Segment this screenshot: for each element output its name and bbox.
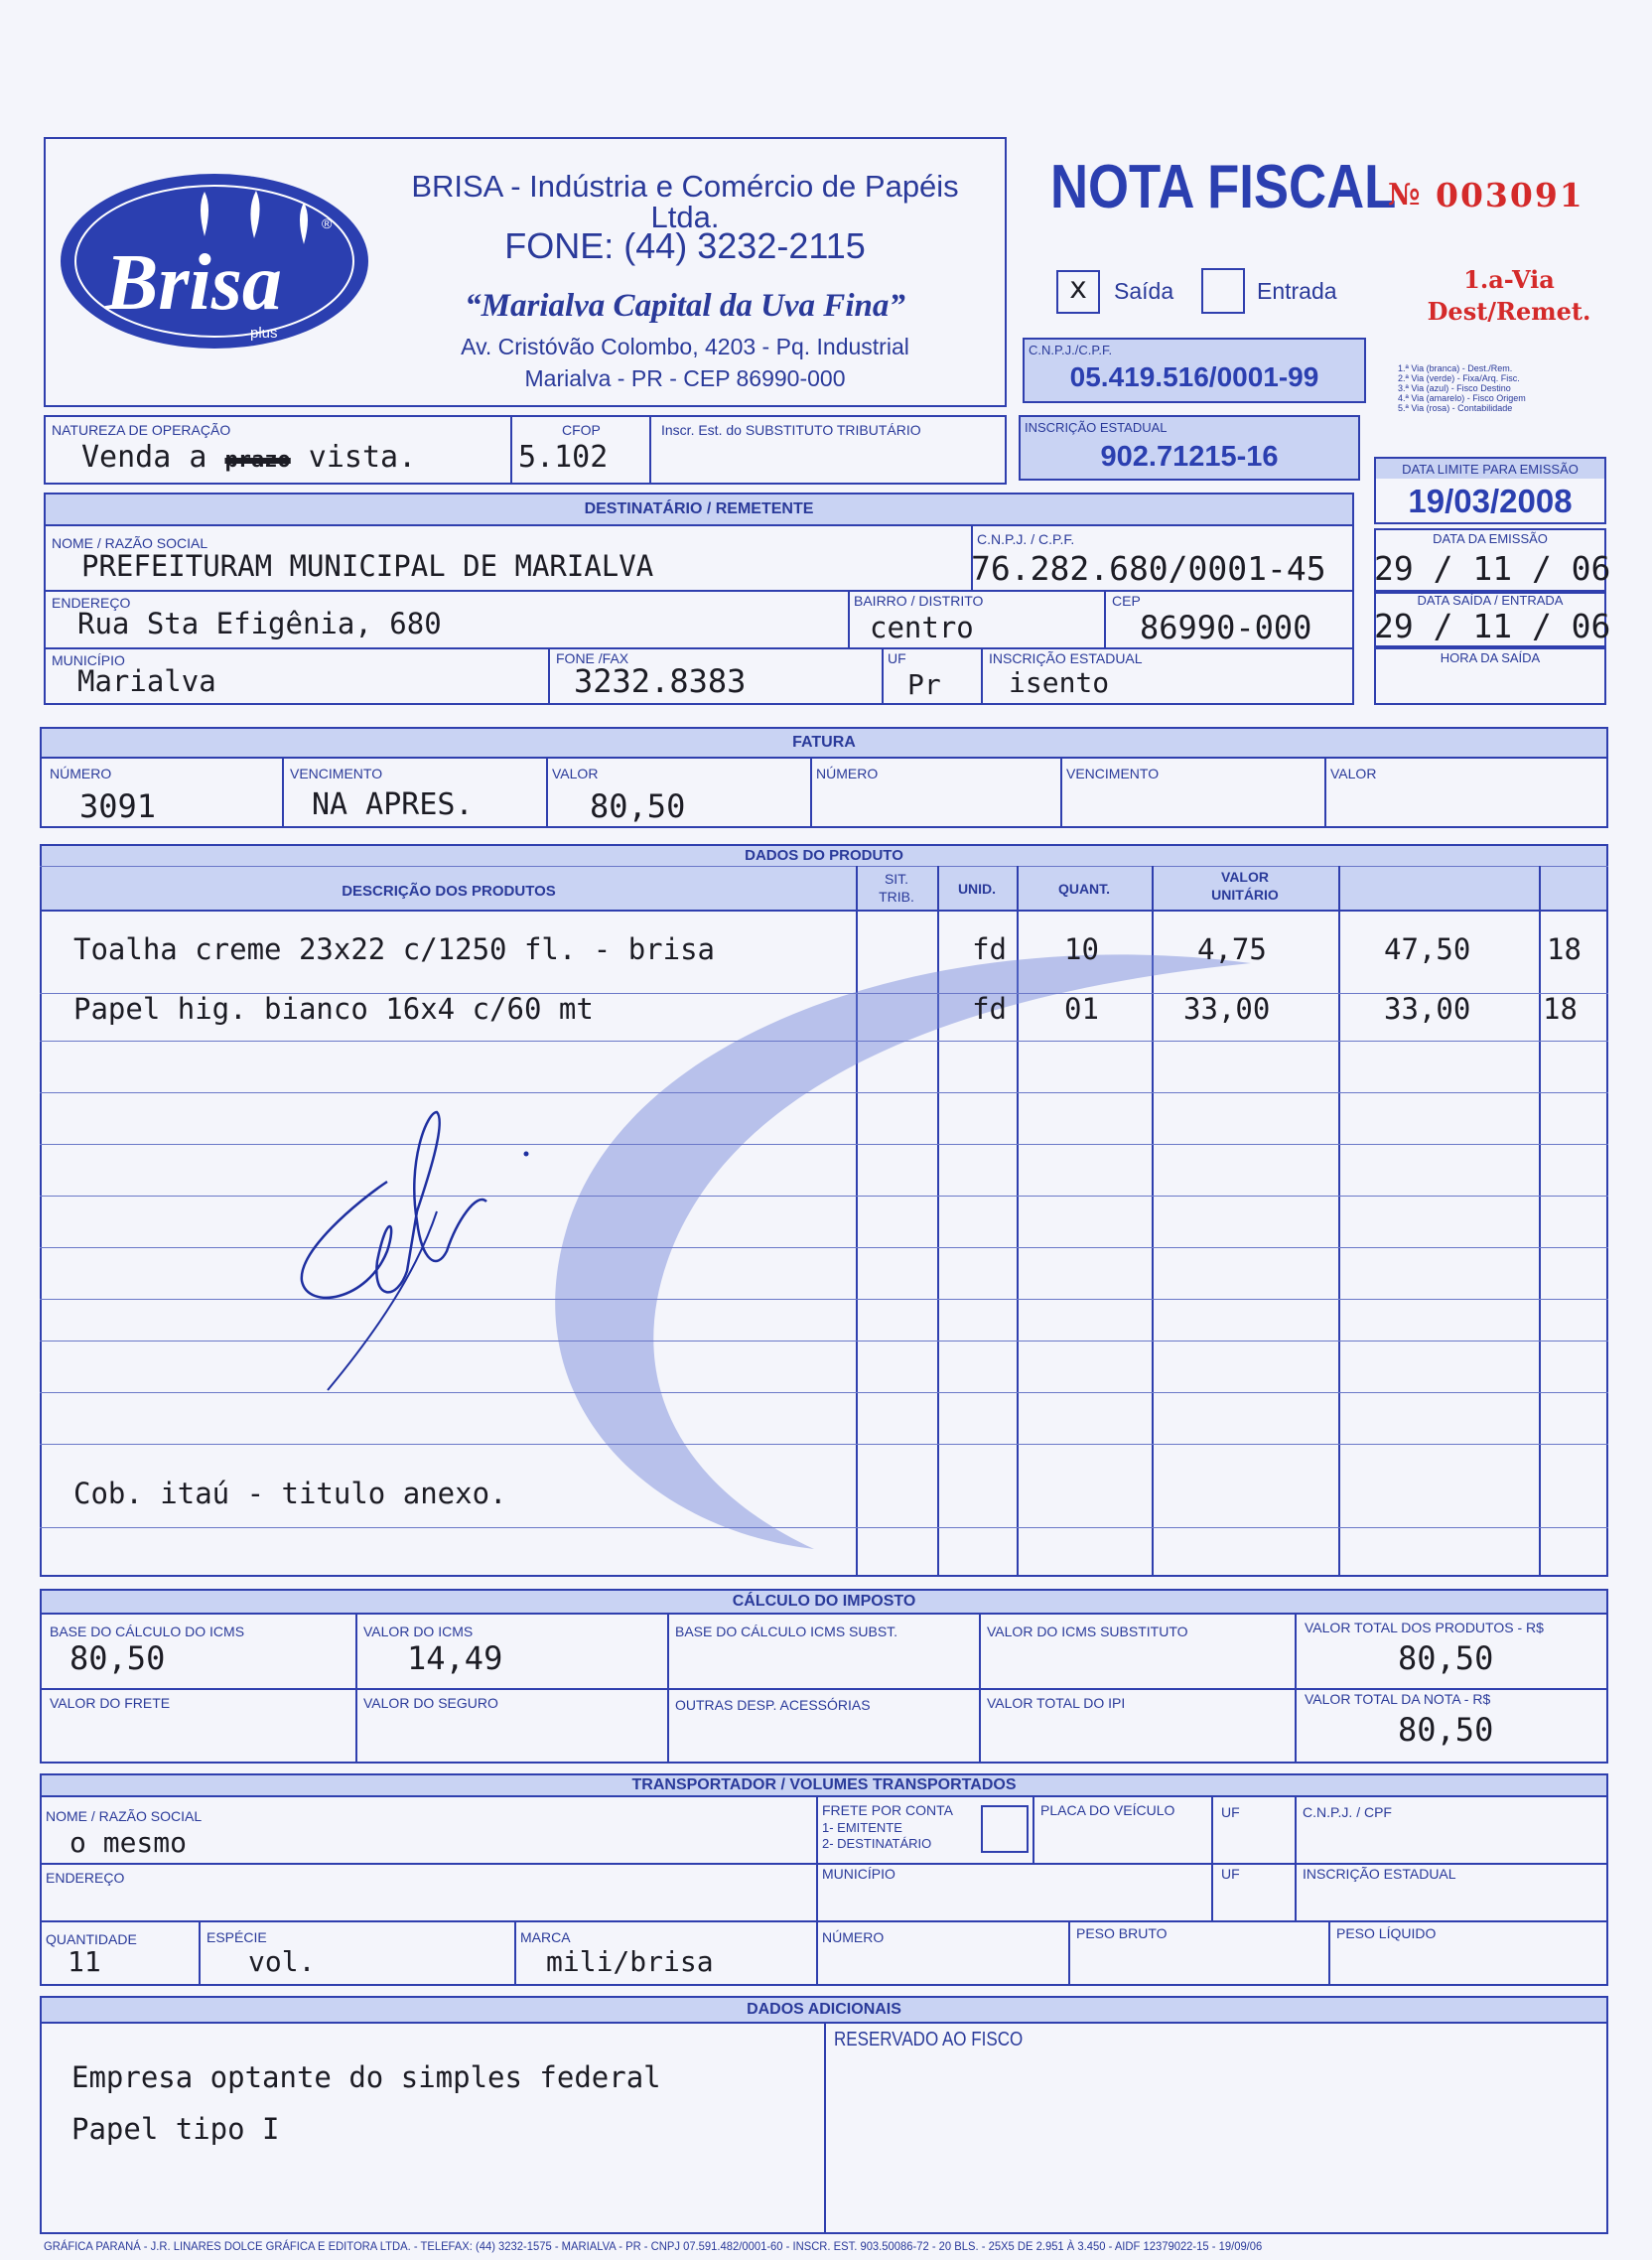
invoice-vencimento2-label: VENCIMENTO [1066, 766, 1160, 781]
transport-name-label: NOME / RAZÃO SOCIAL [46, 1808, 203, 1824]
product-total: 47,50 [1384, 932, 1471, 966]
products-title: DADOS DO PRODUTO [745, 847, 903, 864]
product-icms: 18 [1547, 932, 1582, 966]
frete-opt2: 2- DESTINATÁRIO [822, 1836, 932, 1851]
transport-uf2-label: UF [1221, 1866, 1240, 1882]
total-products-label: VALOR TOTAL DOS PRODUTOS - R$ [1305, 1620, 1544, 1635]
via-item: 1.ª Via (branca) - Dest./Rem. [1398, 363, 1513, 373]
transport-qty: 11 [68, 1945, 101, 1978]
transport-cnpj-label: C.N.P.J. / CPF [1303, 1804, 1392, 1820]
additional-line1: Empresa optante do simples federal [71, 2060, 661, 2094]
transport-uf-label: UF [1221, 1804, 1240, 1820]
recipient-uf-label: UF [888, 650, 906, 666]
exit-time-label: HORA DA SAÍDA [1440, 650, 1541, 665]
frete-checkbox[interactable] [981, 1805, 1029, 1853]
recipient-cep: 86990-000 [1140, 609, 1312, 646]
base-icms: 80,50 [69, 1639, 166, 1677]
product-total: 33,00 [1384, 992, 1471, 1026]
issuer-cnpj-label: C.N.P.J./C.P.F. [1029, 343, 1113, 357]
via-title: 1.a-Via [1463, 265, 1555, 294]
col-unid-header: UNID. [957, 881, 997, 897]
handwritten-signature [288, 1102, 586, 1400]
via-item: 5.ª Via (rosa) - Contabilidade [1398, 403, 1513, 413]
transport-gross-label: PESO BRUTO [1076, 1925, 1168, 1941]
emission-date-label: DATA DA EMISSÃO [1433, 531, 1548, 546]
natureza-end: vista. [308, 440, 417, 475]
recipient-cnpj: 76.282.680/0001-45 [971, 549, 1326, 588]
transport-city-label: MUNICÍPIO [822, 1866, 895, 1882]
additional-title: DADOS ADICIONAIS [747, 2001, 901, 2018]
transport-address-label: ENDEREÇO [46, 1870, 125, 1886]
outras-label: OUTRAS DESP. ACESSÓRIAS [675, 1697, 871, 1713]
recipient-district-label: BAIRRO / DISTRITO [854, 593, 984, 609]
product-unit-value: 4,75 [1197, 932, 1267, 966]
product-desc: Toalha creme 23x22 c/1250 fl. - brisa [73, 932, 716, 966]
recipient-title: DESTINATÁRIO / REMETENTE [584, 500, 814, 517]
valor-subst-label: VALOR DO ICMS SUBSTITUTO [987, 1624, 1188, 1639]
products-note: Cob. itaú - titulo anexo. [73, 1477, 507, 1510]
recipient-name-label: NOME / RAZÃO SOCIAL [52, 535, 208, 551]
invoice-numero-label: NÚMERO [50, 766, 112, 781]
issuer-ie-label: INSCRIÇÃO ESTADUAL [1025, 420, 1168, 435]
invoice-valor2-label: VALOR [1330, 766, 1377, 781]
recipient-name: PREFEITURAM MUNICIPAL DE MARIALVA [81, 549, 654, 583]
invoice-numero: 3091 [79, 787, 157, 825]
transport-title: TRANSPORTADOR / VOLUMES TRANSPORTADOS [631, 1776, 1017, 1793]
col-desc-header: DESCRIÇÃO DOS PRODUTOS [342, 883, 556, 900]
recipient-phone: 3232.8383 [574, 662, 747, 700]
limit-date: 19/03/2008 [1408, 483, 1573, 519]
recipient-cnpj-label: C.N.P.J. / C.P.F. [977, 531, 1075, 547]
product-desc: Papel hig. bianco 16x4 c/60 mt [73, 992, 594, 1026]
exit-date: 29 / 11 / 06 [1374, 607, 1611, 645]
base-icms-label: BASE DO CÁLCULO DO ICMS [50, 1624, 245, 1639]
via-subtitle: Dest/Remet. [1427, 297, 1591, 326]
frete-label: VALOR DO FRETE [50, 1695, 171, 1711]
brisa-logo-text: Brisa [105, 239, 282, 327]
col-unit-header-1: VALOR [1221, 869, 1269, 885]
transport-qty-label: QUANTIDADE [46, 1931, 137, 1947]
col-quant-header: QUANT. [1057, 881, 1111, 897]
ipi-label: VALOR TOTAL DO IPI [987, 1695, 1126, 1711]
tax-title: CÁLCULO DO IMPOSTO [732, 1593, 916, 1610]
invoice-vencimento-label: VENCIMENTO [290, 766, 383, 781]
recipient-phone-label: FONE /FAX [556, 650, 629, 666]
recipient-uf: Pr [907, 668, 941, 701]
recipient-cep-label: CEP [1112, 593, 1141, 609]
frete-opt1: 1- EMITENTE [822, 1820, 902, 1835]
valor-icms: 14,49 [407, 1639, 503, 1677]
issuer-ie: 902.71215-16 [1100, 441, 1279, 473]
issuer-address-line1: Av. Cristóvão Colombo, 4203 - Pq. Industrial [461, 334, 909, 359]
doc-number-prefix: № [1388, 178, 1421, 212]
cfop-value: 5.102 [518, 440, 609, 475]
saida-mark: x [1068, 271, 1088, 306]
brisa-logo-sub: plus [250, 325, 278, 342]
recipient-city-label: MUNICÍPIO [52, 652, 125, 668]
recipient-district: centro [870, 611, 974, 644]
via-list [1398, 363, 1630, 413]
entrada-checkbox[interactable] [1201, 268, 1245, 314]
issuer-address-line2: Marialva - PR - CEP 86990-000 [524, 365, 846, 391]
seguro-label: VALOR DO SEGURO [363, 1695, 498, 1711]
transport-name: o mesmo [69, 1826, 188, 1859]
col-unit-header-2: UNITÁRIO [1211, 887, 1279, 903]
cfop-label: CFOP [562, 422, 601, 438]
transport-brand-label: MARCA [520, 1929, 571, 1945]
tax-section [40, 1589, 1608, 1764]
invoice-valor: 80,50 [590, 787, 686, 825]
invoice-numero2-label: NÚMERO [816, 766, 879, 781]
via-item: 3.ª Via (azul) - Fisco Destino [1398, 383, 1511, 393]
subst-label: Inscr. Est. do SUBSTITUTO TRIBUTÁRIO [661, 422, 921, 438]
base-subst-label: BASE DO CÁLCULO ICMS SUBST. [675, 1624, 898, 1639]
col-sit-header-1: SIT. [884, 871, 909, 887]
doc-title: NOTA FISCAL [1050, 153, 1397, 221]
natureza-label: NATUREZA DE OPERAÇÃO [52, 422, 231, 438]
recipient-ie-label: INSCRIÇÃO ESTADUAL [989, 650, 1143, 666]
svg-text:®: ® [322, 215, 333, 231]
issuer-phone: FONE: (44) 3232-2115 [504, 225, 866, 266]
product-icms: 18 [1543, 992, 1578, 1026]
issuer-slogan: “Marialva Capital da Uva Fina” [465, 288, 905, 324]
via-item: 4.ª Via (amarelo) - Fisco Origem [1398, 393, 1526, 403]
transport-brand: mili/brisa [546, 1945, 714, 1978]
fisco-label: RESERVADO AO FISCO [834, 2029, 1024, 2050]
recipient-ie: isento [1009, 666, 1110, 699]
product-unit-value: 33,00 [1183, 992, 1271, 1026]
issuer-cnpj: 05.419.516/0001-99 [1069, 361, 1319, 392]
transport-species-label: ESPÉCIE [206, 1929, 267, 1945]
entrada-label: Entrada [1257, 278, 1337, 304]
total-note-label: VALOR TOTAL DA NOTA - R$ [1305, 1691, 1491, 1707]
frete-por-conta-label: FRETE POR CONTA [822, 1802, 953, 1818]
saida-label: Saída [1114, 278, 1174, 304]
via-item: 2.ª Via (verde) - Fixa/Arq. Fisc. [1398, 373, 1520, 383]
transport-species: vol. [248, 1945, 316, 1978]
invoice-vencimento: NA APRES. [312, 787, 474, 822]
transport-ie-label: INSCRIÇÃO ESTADUAL [1303, 1866, 1456, 1882]
natureza-value [81, 440, 417, 475]
natureza-text: Venda a [81, 440, 207, 475]
valor-icms-label: VALOR DO ICMS [363, 1624, 474, 1639]
total-note: 80,50 [1398, 1711, 1494, 1749]
product-unit: fd [972, 932, 1007, 966]
placa-label: PLACA DO VEÍCULO [1040, 1802, 1175, 1818]
col-sit-header-2: TRIB. [879, 889, 914, 905]
additional-line2: Papel tipo I [71, 2112, 280, 2146]
doc-number: 003091 [1436, 176, 1584, 214]
exit-date-label: DATA SAÍDA / ENTRADA [1417, 593, 1564, 608]
product-qty: 10 [1064, 932, 1099, 966]
natureza-struck: prazo [224, 448, 291, 473]
transport-number-label: NÚMERO [822, 1929, 885, 1945]
recipient-city: Marialva [77, 664, 216, 698]
total-products: 80,50 [1398, 1639, 1494, 1677]
product-qty: 01 [1064, 992, 1099, 1026]
limit-date-label: DATA LIMITE PARA EMISSÃO [1402, 462, 1579, 477]
recipient-address-label: ENDEREÇO [52, 595, 131, 611]
issuer-name: BRISA - Indústria e Comércio de Papéis Ltda. [411, 169, 959, 234]
product-unit: fd [972, 992, 1007, 1026]
recipient-address: Rua Sta Efigênia, 680 [77, 607, 442, 640]
emission-date: 29 / 11 / 06 [1374, 549, 1611, 588]
printer-footer: GRÁFICA PARANÁ - J.R. LINARES DOLCE GRÁFICA E EDITORA LTDA. - TELEFAX: (44) 3232-1575 - MARIALVA - PR - CNPJ 07.591.482/0001-60 - INSCR. EST. 903.50086-72 - 20 BLS. - 25X5 DE 2.951 À 3.450 - AIDF 12379022-15 - 19/09/06 [44, 2239, 1263, 2253]
invoice-valor-label: VALOR [552, 766, 599, 781]
invoice-title: FATURA [792, 734, 856, 751]
transport-net-label: PESO LÍQUIDO [1336, 1925, 1437, 1941]
